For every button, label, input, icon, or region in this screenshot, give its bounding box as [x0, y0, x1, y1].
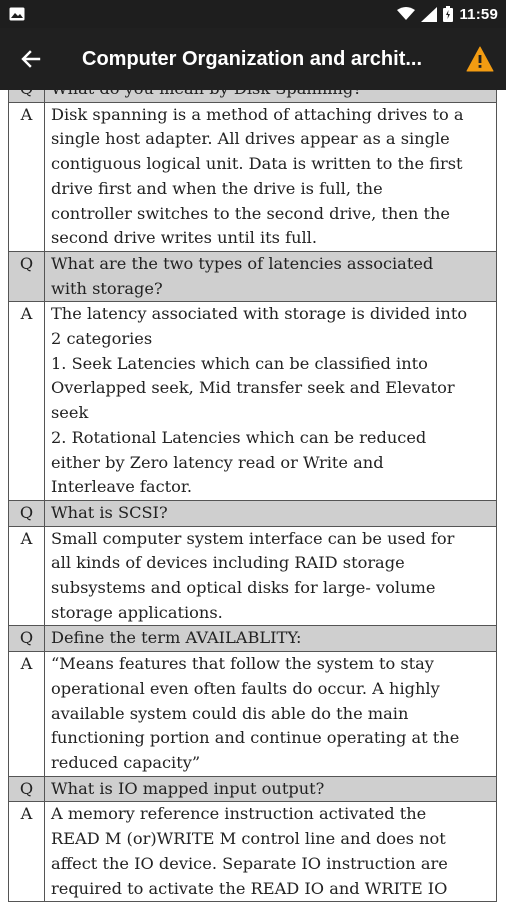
qa-scroll-area[interactable]	[0, 90, 506, 900]
answer-text	[45, 302, 497, 501]
text-line: storage applications.	[51, 602, 223, 622]
text-line: second drive writes until its full.	[51, 228, 317, 248]
answer-text	[45, 102, 497, 251]
question-row	[9, 500, 497, 526]
question-marker: Q	[9, 626, 45, 652]
answer-row	[9, 802, 497, 902]
answer-marker: A	[9, 102, 45, 251]
text-line: affect the IO device. Separate IO instruction are	[51, 853, 448, 873]
answer-text	[45, 802, 497, 902]
wifi-icon	[397, 7, 415, 21]
warning-triangle-icon[interactable]	[466, 46, 494, 72]
text-line: Define the term AVAILABLITY:	[51, 628, 302, 648]
question-text	[45, 500, 497, 526]
text-line: 2 categories	[51, 329, 153, 349]
text-line: What is SCSI?	[51, 502, 168, 522]
text-line: drive first and when the drive is full, the	[51, 178, 383, 198]
status-time: 11:59	[459, 5, 498, 23]
question-text	[45, 626, 497, 652]
answer-row	[9, 102, 497, 251]
text-line: controller switches to the second drive, then the	[51, 203, 450, 223]
text-line: 2. Rotational Latencies which can be reduced	[51, 427, 427, 447]
answer-marker: A	[9, 302, 45, 501]
text-line: Small computer system interface can be used for	[51, 528, 455, 548]
text-line: all kinds of devices including RAID storage	[51, 553, 405, 573]
text-line: contiguous logical unit. Data is written to the first	[51, 154, 463, 174]
text-line: seek	[51, 403, 89, 423]
text-line: Interleave factor.	[51, 477, 192, 497]
question-row	[9, 776, 497, 802]
text-line: subsystems and optical disks for large- volume	[51, 578, 436, 598]
text-line: “Means features that follow the system to stay	[51, 654, 434, 674]
answer-row	[9, 526, 497, 626]
text-line: What is IO mapped input output?	[51, 778, 325, 798]
text-line: either by Zero latency read or Write and	[51, 452, 384, 472]
text-line: READ M (or)WRITE M control line and does not	[51, 829, 446, 849]
question-marker: Q	[9, 500, 45, 526]
text-line: The latency associated with storage is divided into	[51, 304, 468, 324]
answer-text	[45, 526, 497, 626]
page-title: Computer Organization and archit...	[82, 47, 423, 70]
answer-marker: A	[9, 802, 45, 902]
answer-marker: A	[9, 652, 45, 777]
text-line: functioning portion and continue operating at the	[51, 728, 460, 748]
status-bar	[0, 0, 506, 28]
question-row	[9, 251, 497, 301]
question-marker: Q	[9, 776, 45, 802]
image-notification-icon	[9, 7, 25, 21]
text-line: Disk spanning is a method of attaching drives to a	[51, 104, 464, 124]
signal-icon	[421, 7, 437, 22]
text-line: operational even often faults do occur. A highly	[51, 678, 440, 698]
text-line: Overlapped seek, Mid transfer seek and Elevator	[51, 378, 455, 398]
question-text	[45, 776, 497, 802]
answer-row	[9, 652, 497, 777]
text-line: available system could dis able do the main	[51, 703, 409, 723]
text-line: 1. Seek Latencies which can be classified into	[51, 353, 428, 373]
text-line: reduced capacity”	[51, 752, 201, 772]
back-button[interactable]	[0, 28, 62, 90]
text-line: What are the two types of latencies associated	[51, 253, 434, 273]
question-text	[45, 251, 497, 301]
text-line: required to activate the READ IO and WRITE IO	[51, 878, 448, 898]
answer-row	[9, 302, 497, 501]
answer-text	[45, 652, 497, 777]
text-line: A memory reference instruction activated the	[51, 804, 427, 824]
qa-table	[8, 76, 497, 902]
arrow-left-icon	[21, 49, 41, 69]
status-icons	[397, 0, 498, 28]
battery-icon	[443, 6, 453, 22]
text-line: with storage?	[51, 278, 163, 298]
answer-marker: A	[9, 526, 45, 626]
question-row	[9, 626, 497, 652]
text-line: single host adapter. All drives appear as a single	[51, 129, 450, 149]
app-bar	[0, 28, 506, 90]
question-marker: Q	[9, 251, 45, 301]
